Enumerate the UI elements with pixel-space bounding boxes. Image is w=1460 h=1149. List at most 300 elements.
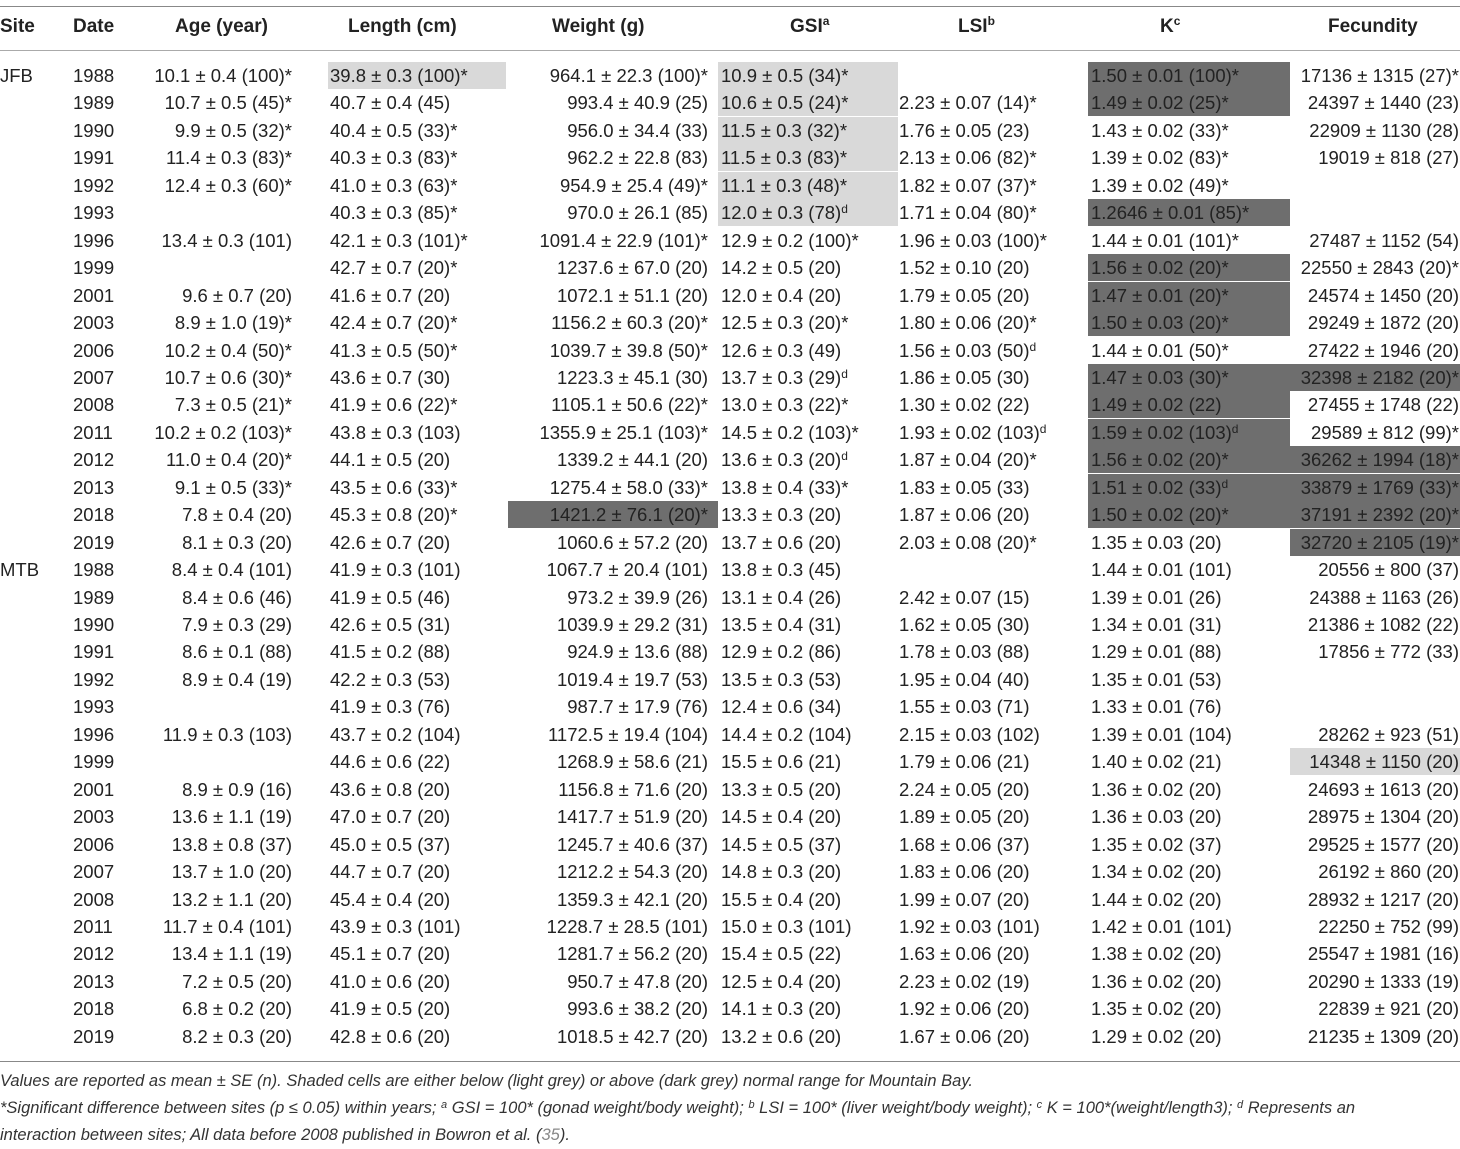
cell-fecundity	[1290, 638, 1460, 665]
cell-age	[140, 638, 292, 665]
reference-link[interactable]: 35	[541, 1126, 560, 1144]
cell-fecundity	[1290, 886, 1460, 913]
cell-date	[73, 391, 133, 418]
cell-k	[1088, 227, 1290, 254]
table-row	[0, 721, 1460, 748]
cell-date	[73, 940, 133, 967]
cell-value: 27422 ± 1946 (20)	[1307, 339, 1459, 361]
cell-value: 10.6 ± 0.5 (24)*	[721, 92, 849, 114]
cell-value: 11.5 ± 0.3 (83)*	[721, 147, 848, 169]
column-header-date	[73, 16, 114, 38]
table-row	[0, 638, 1460, 665]
cell-value: 1.82 ± 0.07 (37)*	[899, 174, 1037, 196]
cell-length	[328, 254, 506, 281]
cell-value: 1.30 ± 0.02 (22)	[899, 394, 1030, 416]
cell-date	[73, 638, 133, 665]
cell-k	[1088, 803, 1290, 830]
cell-lsi	[897, 995, 1087, 1022]
cell-value: 2.03 ± 0.08 (20)*	[899, 531, 1037, 553]
cell-value: 1.39 ± 0.02 (83)*	[1091, 147, 1229, 169]
cell-fecundity	[1290, 364, 1460, 391]
cell-site	[0, 913, 60, 940]
footnote-a: GSI = 100* (gonad weight/body weight);	[447, 1099, 749, 1117]
cell-k	[1088, 556, 1290, 583]
cell-gsi	[718, 1023, 898, 1050]
cell-value: 28262 ± 923 (51)	[1318, 723, 1459, 745]
cell-value: 1228.7 ± 28.5 (101)	[546, 915, 708, 937]
cell-value: 2.13 ± 0.06 (82)*	[899, 147, 1037, 169]
cell-value: 13.3 ± 0.5 (20)	[721, 778, 842, 800]
table-row	[0, 446, 1460, 473]
cell-value: 17136 ± 1315 (27)*	[1300, 65, 1459, 86]
cell-k	[1088, 364, 1290, 391]
cell-site	[0, 721, 60, 748]
cell-value: 45.1 ± 0.7 (20)	[330, 943, 451, 965]
cell-site	[0, 117, 60, 144]
footnote-citation-end: ).	[559, 1126, 570, 1144]
cell-value: 32398 ± 2182 (20)*	[1300, 366, 1459, 388]
table-row	[0, 391, 1460, 418]
cell-value: 11.5 ± 0.3 (32)*	[721, 119, 848, 141]
cell-k	[1088, 940, 1290, 967]
cell-k	[1088, 474, 1290, 501]
cell-age	[140, 584, 292, 611]
cell-site	[0, 282, 60, 309]
cell-gsi	[718, 748, 898, 775]
cell-value: 21386 ± 1082 (22)	[1307, 614, 1459, 635]
cell-value: 1.67 ± 0.06 (20)	[899, 1025, 1030, 1047]
cell-value: 1993	[73, 696, 115, 718]
cell-length	[328, 474, 506, 501]
cell-gsi	[718, 611, 898, 638]
cell-gsi	[718, 282, 898, 309]
cell-value: 970.0 ± 26.1 (85)	[567, 202, 708, 224]
cell-age	[140, 529, 292, 556]
cell-value: 8.4 ± 0.4 (101)	[171, 559, 292, 581]
table-row	[0, 501, 1460, 528]
cell-value: 13.8 ± 0.4 (33)*	[721, 476, 849, 498]
cell-value: 2001	[73, 284, 115, 306]
cell-length	[328, 803, 506, 830]
cell-age	[140, 693, 292, 720]
cell-age	[140, 913, 292, 940]
cell-value: 10.2 ± 0.4 (50)*	[164, 339, 292, 361]
cell-k	[1088, 446, 1290, 473]
cell-value: 1.79 ± 0.06 (21)	[899, 751, 1030, 773]
footnote-citation: interaction between sites; All data before 2008 published in Bowron et al. (	[0, 1126, 542, 1144]
column-header-label: Fecundity	[1328, 16, 1418, 37]
cell-site	[0, 831, 60, 858]
cell-fecundity	[1290, 89, 1460, 116]
cell-value: 2003	[73, 806, 115, 828]
cell-value: 962.2 ± 22.8 (83)	[567, 147, 708, 169]
cell-weight	[508, 117, 718, 144]
cell-date	[73, 584, 133, 611]
cell-age	[140, 803, 292, 830]
cell-age	[140, 940, 292, 967]
table-row	[0, 199, 1460, 226]
cell-gsi	[718, 693, 898, 720]
cell-value: 1.99 ± 0.07 (20)	[899, 888, 1030, 910]
cell-value: 40.7 ± 0.4 (45)	[330, 92, 451, 114]
cell-weight	[508, 254, 718, 281]
cell-fecundity	[1290, 721, 1460, 748]
cell-value: 27455 ± 1748 (22)	[1307, 394, 1459, 416]
cell-value: 1.47 ± 0.01 (20)*	[1091, 284, 1229, 306]
cell-date	[73, 117, 133, 144]
cell-fecundity	[1290, 693, 1460, 720]
cell-length	[328, 611, 506, 638]
cell-lsi	[897, 419, 1087, 446]
cell-value: 1.35 ± 0.03 (20)	[1091, 531, 1222, 553]
cell-value: 1105.1 ± 50.6 (22)*	[551, 394, 708, 416]
cell-value: 19019 ± 818 (27)	[1318, 147, 1459, 169]
cell-lsi	[897, 831, 1087, 858]
cell-gsi	[718, 446, 898, 473]
cell-value: 1.86 ± 0.05 (30)	[899, 366, 1030, 388]
cell-value: 1.56 ± 0.02 (20)*	[1091, 257, 1229, 279]
cell-weight	[508, 858, 718, 885]
cell-gsi	[718, 117, 898, 144]
cell-age	[140, 666, 292, 693]
cell-date	[73, 803, 133, 830]
cell-weight	[508, 1023, 718, 1050]
cell-value: 45.3 ± 0.8 (20)*	[330, 504, 458, 526]
cell-value: 1019.4 ± 19.7 (53)	[556, 668, 708, 690]
cell-value: 1992	[73, 174, 115, 196]
cell-gsi	[718, 556, 898, 583]
cell-value: 1223.3 ± 45.1 (30)	[556, 366, 708, 388]
cell-fecundity	[1290, 584, 1460, 611]
cell-value: 1156.2 ± 60.3 (20)*	[551, 312, 708, 334]
cell-value: 1.50 ± 0.02 (20)*	[1091, 504, 1229, 526]
cell-site	[0, 748, 60, 775]
cell-value: 1.76 ± 0.05 (23)	[899, 119, 1030, 141]
cell-value: 10.9 ± 0.5 (34)*	[721, 65, 849, 86]
cell-value: 1.78 ± 0.03 (88)	[899, 641, 1030, 663]
cell-site	[0, 446, 60, 473]
cell-value: 1.63 ± 0.06 (20)	[899, 943, 1030, 965]
cell-value: 1237.6 ± 67.0 (20)	[556, 257, 708, 279]
cell-value: 1.44 ± 0.01 (101)	[1091, 559, 1232, 581]
cell-k	[1088, 886, 1290, 913]
cell-age	[140, 858, 292, 885]
cell-value: 11.4 ± 0.3 (83)*	[165, 147, 292, 169]
cell-value: 1.50 ± 0.01 (100)*	[1091, 65, 1239, 86]
cell-value: 45.4 ± 0.4 (20)	[330, 888, 451, 910]
cell-value: 13.7 ± 0.3 (29)	[721, 366, 842, 388]
cell-gsi	[718, 638, 898, 665]
cell-value: 36262 ± 1994 (18)*	[1300, 449, 1459, 471]
cell-value: 32720 ± 2105 (19)*	[1300, 531, 1459, 553]
cell-age	[140, 117, 292, 144]
cell-value: 37191 ± 2392 (20)*	[1300, 504, 1459, 526]
cell-value: 2013	[73, 476, 115, 498]
cell-length	[328, 172, 506, 199]
cell-value: 13.8 ± 0.8 (37)	[171, 833, 292, 855]
cell-gsi	[718, 419, 898, 446]
cell-value: 41.9 ± 0.5 (20)	[330, 998, 451, 1020]
cell-lsi	[897, 776, 1087, 803]
cell-value: 1355.9 ± 25.1 (103)*	[539, 421, 708, 443]
cell-value: 1018.5 ± 42.7 (20)	[556, 1025, 708, 1047]
cell-fecundity	[1290, 556, 1460, 583]
cell-weight	[508, 62, 718, 89]
cell-value: 1.80 ± 0.06 (20)*	[899, 312, 1037, 334]
cell-gsi	[718, 886, 898, 913]
cell-lsi	[897, 803, 1087, 830]
cell-value: 15.5 ± 0.4 (20)	[721, 888, 842, 910]
interaction-superscript: d	[841, 366, 848, 381]
cell-age	[140, 144, 292, 171]
cell-date	[73, 886, 133, 913]
cell-site	[0, 144, 60, 171]
cell-value: 993.4 ± 40.9 (25)	[567, 92, 708, 114]
cell-value: 2012	[73, 943, 115, 965]
cell-value: 1.55 ± 0.03 (71)	[899, 696, 1030, 718]
cell-length	[328, 89, 506, 116]
cell-value: 1.44 ± 0.02 (20)	[1091, 888, 1222, 910]
cell-value: 41.9 ± 0.3 (76)	[330, 696, 451, 718]
cell-value: 1.34 ± 0.01 (31)	[1091, 614, 1222, 635]
cell-weight	[508, 995, 718, 1022]
cell-value: 42.6 ± 0.5 (31)	[330, 614, 451, 635]
cell-value: 13.4 ± 0.3 (101)	[161, 229, 292, 251]
cell-weight	[508, 89, 718, 116]
cell-k	[1088, 419, 1290, 446]
cell-weight	[508, 227, 718, 254]
cell-fecundity	[1290, 337, 1460, 364]
cell-value: 1.39 ± 0.01 (26)	[1091, 586, 1222, 608]
cell-weight	[508, 584, 718, 611]
cell-length	[328, 446, 506, 473]
cell-k	[1088, 913, 1290, 940]
cell-value: 9.9 ± 0.5 (32)*	[174, 119, 292, 141]
cell-fecundity	[1290, 474, 1460, 501]
cell-date	[73, 254, 133, 281]
cell-gsi	[718, 940, 898, 967]
cell-k	[1088, 62, 1290, 89]
cell-value: 1991	[73, 147, 115, 169]
cell-k	[1088, 611, 1290, 638]
cell-value: 14.4 ± 0.2 (104)	[721, 723, 852, 745]
cell-value: 8.9 ± 0.9 (16)	[182, 778, 292, 800]
table-row	[0, 748, 1460, 775]
cell-value: 954.9 ± 25.4 (49)*	[560, 174, 708, 196]
cell-k	[1088, 968, 1290, 995]
table-row	[0, 611, 1460, 638]
cell-value: 1339.2 ± 44.1 (20)	[556, 449, 708, 471]
cell-k	[1088, 666, 1290, 693]
cell-site	[0, 776, 60, 803]
cell-weight	[508, 666, 718, 693]
cell-value: 11.1 ± 0.3 (48)*	[721, 174, 848, 196]
cell-value: 956.0 ± 34.4 (33)	[567, 119, 708, 141]
cell-value: 1990	[73, 119, 115, 141]
cell-length	[328, 666, 506, 693]
cell-value: 22839 ± 921 (20)	[1318, 998, 1459, 1020]
cell-age	[140, 721, 292, 748]
cell-site	[0, 474, 60, 501]
cell-value: 1.39 ± 0.01 (104)	[1091, 723, 1232, 745]
cell-value: 7.2 ± 0.5 (20)	[182, 970, 292, 992]
cell-gsi	[718, 968, 898, 995]
cell-age	[140, 474, 292, 501]
cell-length	[328, 831, 506, 858]
cell-value: 1989	[73, 586, 115, 608]
cell-value: 2012	[73, 449, 115, 471]
cell-length	[328, 556, 506, 583]
cell-value: 1091.4 ± 22.9 (101)*	[539, 229, 708, 251]
column-header-label: GSI	[790, 16, 823, 37]
cell-length	[328, 913, 506, 940]
cell-value: 8.1 ± 0.3 (20)	[182, 531, 292, 553]
cell-date	[73, 419, 133, 446]
cell-lsi	[897, 227, 1087, 254]
cell-value: 1.83 ± 0.06 (20)	[899, 861, 1030, 883]
cell-lsi	[897, 364, 1087, 391]
cell-value: 987.7 ± 17.9 (76)	[567, 696, 708, 718]
cell-lsi	[897, 584, 1087, 611]
cell-site	[0, 666, 60, 693]
cell-lsi	[897, 282, 1087, 309]
cell-value: 950.7 ± 47.8 (20)	[567, 970, 708, 992]
cell-fecundity	[1290, 803, 1460, 830]
cell-gsi	[718, 474, 898, 501]
table-row	[0, 776, 1460, 803]
cell-date	[73, 227, 133, 254]
cell-value: 41.9 ± 0.6 (22)*	[330, 394, 458, 416]
table-row	[0, 89, 1460, 116]
cell-value: 1.35 ± 0.01 (53)	[1091, 668, 1222, 690]
cell-gsi	[718, 831, 898, 858]
cell-value: 28932 ± 1217 (20)	[1307, 888, 1459, 910]
cell-value: 13.5 ± 0.3 (53)	[721, 668, 842, 690]
cell-fecundity	[1290, 62, 1460, 89]
footnotes	[0, 1068, 1460, 1149]
cell-site	[0, 309, 60, 336]
table-row	[0, 254, 1460, 281]
cell-value: 1067.7 ± 20.4 (101)	[546, 559, 708, 581]
column-header-label: Length (cm)	[348, 16, 457, 37]
cell-length	[328, 199, 506, 226]
cell-value: 10.1 ± 0.4 (100)*	[154, 65, 292, 86]
cell-value: 1996	[73, 723, 115, 745]
interaction-superscript: d	[1231, 421, 1239, 436]
cell-value: 15.0 ± 0.3 (101)	[721, 915, 852, 937]
cell-site	[0, 172, 60, 199]
cell-lsi	[897, 117, 1087, 144]
table-row	[0, 117, 1460, 144]
cell-value: 9.1 ± 0.5 (33)*	[174, 476, 292, 498]
cell-value: 24388 ± 1163 (26)	[1309, 586, 1459, 608]
footnote-d: Represents an	[1243, 1099, 1356, 1117]
cell-value: 1988	[73, 65, 115, 86]
cell-date	[73, 309, 133, 336]
cell-value: 44.7 ± 0.7 (20)	[330, 861, 451, 883]
cell-value: 12.0 ± 0.3 (78)	[721, 202, 842, 224]
cell-length	[328, 391, 506, 418]
cell-value: 1.62 ± 0.05 (30)	[899, 614, 1030, 635]
cell-value: 44.6 ± 0.6 (22)	[330, 751, 451, 773]
column-header-fecundity	[1328, 16, 1418, 38]
cell-k	[1088, 309, 1290, 336]
cell-age	[140, 1023, 292, 1050]
cell-value: 12.9 ± 0.2 (86)	[721, 641, 842, 663]
cell-value: 1.40 ± 0.02 (21)	[1091, 751, 1222, 773]
cell-gsi	[718, 337, 898, 364]
cell-site	[0, 584, 60, 611]
cell-lsi	[897, 62, 1087, 89]
cell-date	[73, 364, 133, 391]
cell-value: 41.3 ± 0.5 (50)*	[330, 339, 458, 361]
cell-site	[0, 254, 60, 281]
cell-value: 13.2 ± 0.6 (20)	[721, 1025, 842, 1047]
cell-fecundity	[1290, 117, 1460, 144]
cell-value: 15.5 ± 0.6 (21)	[721, 751, 842, 773]
cell-k	[1088, 584, 1290, 611]
cell-value: 1.36 ± 0.03 (20)	[1091, 806, 1222, 828]
cell-value: 33879 ± 1769 (33)*	[1300, 476, 1459, 498]
table-row	[0, 144, 1460, 171]
cell-value: 1.96 ± 0.03 (100)*	[899, 229, 1047, 251]
cell-date	[73, 199, 133, 226]
cell-lsi	[897, 940, 1087, 967]
cell-value: 15.4 ± 0.5 (22)	[721, 943, 842, 965]
cell-gsi	[718, 803, 898, 830]
cell-value: 12.9 ± 0.2 (100)*	[721, 229, 859, 251]
cell-gsi	[718, 89, 898, 116]
cell-length	[328, 886, 506, 913]
table-row	[0, 529, 1460, 556]
cell-value: 1.36 ± 0.02 (20)	[1091, 970, 1222, 992]
cell-site	[0, 995, 60, 1022]
cell-age	[140, 337, 292, 364]
cell-fecundity	[1290, 391, 1460, 418]
cell-length	[328, 776, 506, 803]
cell-date	[73, 337, 133, 364]
cell-date	[73, 666, 133, 693]
cell-value: 8.4 ± 0.6 (46)	[182, 586, 292, 608]
cell-value: 1.79 ± 0.05 (20)	[899, 284, 1030, 306]
cell-site	[0, 940, 60, 967]
cell-fecundity	[1290, 501, 1460, 528]
cell-k	[1088, 721, 1290, 748]
cell-value: 42.1 ± 0.3 (101)*	[330, 229, 468, 251]
cell-site	[0, 419, 60, 446]
cell-value: 1268.9 ± 58.6 (21)	[556, 751, 708, 773]
cell-value: 10.7 ± 0.5 (45)*	[164, 92, 292, 114]
cell-weight	[508, 309, 718, 336]
cell-value: 1.44 ± 0.01 (50)*	[1091, 339, 1229, 361]
table-row	[0, 886, 1460, 913]
cell-date	[73, 501, 133, 528]
cell-value: 2006	[73, 833, 115, 855]
cell-site	[0, 968, 60, 995]
cell-lsi	[897, 254, 1087, 281]
cell-fecundity	[1290, 419, 1460, 446]
cell-value: 1992	[73, 668, 115, 690]
cell-age	[140, 831, 292, 858]
cell-value: 2.23 ± 0.02 (19)	[899, 970, 1030, 992]
cell-site	[0, 803, 60, 830]
column-header-label: K	[1160, 16, 1174, 37]
cell-lsi	[897, 638, 1087, 665]
column-header-superscript: b	[987, 14, 995, 28]
cell-age	[140, 89, 292, 116]
cell-site	[0, 337, 60, 364]
interaction-superscript: d	[841, 449, 848, 464]
